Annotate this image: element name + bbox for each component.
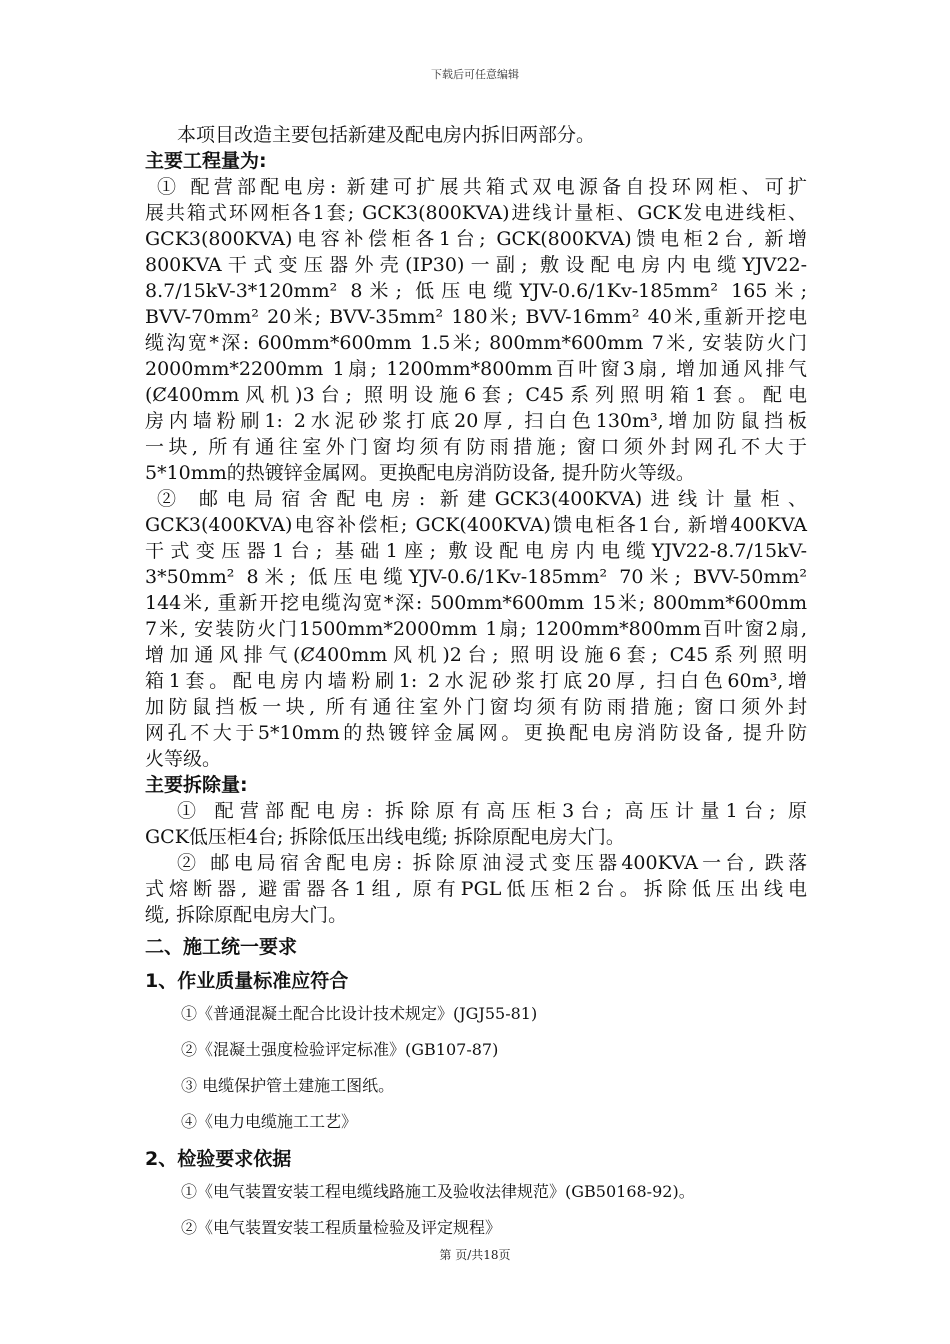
section-heading-construction-requirements: 二、施工统一要求 <box>145 936 298 958</box>
paragraph-line: 8.7/15kV-3*120mm² 8米; 低压电缆YJV-0.6/1Kv-185mm² 165米; <box>145 280 807 302</box>
reference-item: ②《电气装置安装工程质量检验及评定规程》 <box>181 1218 502 1237</box>
heading-demolition: 主要拆除量: <box>145 774 248 796</box>
paragraph-peiying <box>145 174 807 486</box>
paragraph-line: GCK3(800KVA)电容补偿柜各1台; GCK(800KVA)馈电柜2台, 新增 <box>145 228 807 250</box>
paragraph-line: 800KVA干式变压器外壳(IP30)一副; 敷设配电房内电缆YJV22- <box>145 254 807 276</box>
paragraph-line: 箱1套。配电房内墙粉刷1: 2水泥砂浆打底20厚, 扫白色60m³,增 <box>145 670 807 692</box>
demolition-peiying <box>145 798 807 850</box>
paragraph-line: GCK3(400KVA)电容补偿柜; GCK(400KVA)馈电柜各1台, 新增400KVA <box>145 514 807 536</box>
reference-item: ④《电力电缆施工工艺》 <box>181 1112 358 1131</box>
reference-item: ③ 电缆保护管土建施工图纸。 <box>181 1076 395 1095</box>
paragraph-line: ② 邮电局宿舍配电房: 拆除原油浸式变压器400KVA一台, 跌落 <box>177 852 807 874</box>
paragraph-line: 3*50mm² 8米; 低压电缆YJV-0.6/1Kv-185mm² 70米; BVV-50mm² <box>145 566 807 588</box>
paragraph-line: 加防鼠挡板一块, 所有通往室外门窗均须有防雨措施; 窗口须外封 <box>145 696 807 718</box>
paragraph-line: 7米, 安装防火门1500mm*2000mm 1扇; 1200mm*800mm百叶窗2扇, <box>145 618 807 640</box>
paragraph-line: 缆沟宽*深: 600mm*600mm 1.5米; 800mm*600mm 7米, 安装防火门 <box>145 332 807 354</box>
paragraph-line: ② 邮电局宿舍配电房: 新建GCK3(400KVA)进线计量柜、 <box>157 488 807 510</box>
paragraph-line: 干式变压器1台; 基础1座; 敷设配电房内电缆YJV22-8.7/15kV- <box>145 540 807 562</box>
quality-standards-list <box>145 996 807 1140</box>
paragraph-line: BVV-70mm² 20米; BVV-35mm² 180米; BVV-16mm² 40米,重新开挖电 <box>145 306 807 328</box>
paragraph-line: 一块, 所有通往室外门窗均须有防雨措施; 窗口须外封网孔不大于 <box>145 436 807 458</box>
paragraph-line: (Ȼ400mm风机)3台; 照明设施6套; C45系列照明箱1套。配电 <box>145 384 807 406</box>
subheading-inspection-basis: 2、检验要求依据 <box>145 1148 292 1170</box>
paragraph-line: 144米, 重新开挖电缆沟宽*深: 500mm*600mm 15米; 800mm*600mm <box>145 592 807 614</box>
paragraph-line: GCK低压柜4台; 拆除低压出线电缆; 拆除原配电房大门。 <box>145 826 625 848</box>
page-footer: 第 页/共18页 <box>439 1248 511 1262</box>
paragraph-line: 增加通风排气(Ȼ400mm风机)2台; 照明设施6套; C45系列照明 <box>145 644 807 666</box>
paragraph-line: 展共箱式环网柜各1套; GCK3(800KVA)进线计量柜、GCK发电进线柜、 <box>145 202 807 224</box>
reference-item: ①《电气装置安装工程电缆线路施工及验收法律规范》(GB50168-92)。 <box>181 1182 695 1201</box>
inspection-basis-list <box>145 1174 807 1246</box>
paragraph-line: 5*10mm的热镀锌金属网。更换配电房消防设备, 提升防火等级。 <box>145 462 695 484</box>
paragraph-line: ① 配营部配电房: 拆除原有高压柜3台; 高压计量1台; 原 <box>177 800 807 822</box>
paragraph-line: 缆, 拆除原配电房大门。 <box>145 904 348 926</box>
reference-item: ②《混凝土强度检验评定标准》(GB107-87) <box>181 1040 499 1059</box>
paragraph-line: ① 配营部配电房: 新建可扩展共箱式双电源备自投环网柜、可扩 <box>157 176 807 198</box>
heading-main-quantities: 主要工程量为: <box>145 150 267 172</box>
document-body <box>145 122 807 1246</box>
page-header: 下载后可任意编辑 <box>431 68 519 81</box>
paragraph-line: 2000mm*2200mm 1扇; 1200mm*800mm百叶窗3扇, 增加通风排气 <box>145 358 807 380</box>
reference-item: ①《普通混凝土配合比设计技术规定》(JGJ55-81) <box>181 1004 538 1023</box>
paragraph-line: 火等级。 <box>145 748 222 770</box>
paragraph-line: 式熔断器, 避雷器各1组, 原有PGL低压柜2台。拆除低压出线电 <box>145 878 807 900</box>
paragraph-youdian <box>145 486 807 772</box>
demolition-youdian <box>145 850 807 928</box>
paragraph-line: 网孔不大于5*10mm的热镀锌金属网。更换配电房消防设备, 提升防 <box>145 722 807 744</box>
intro-paragraph: 本项目改造主要包括新建及配电房内拆旧两部分。 <box>177 124 596 146</box>
subheading-quality-standards: 1、作业质量标准应符合 <box>145 970 349 992</box>
paragraph-line: 房内墙粉刷1: 2水泥砂浆打底20厚, 扫白色130m³,增加防鼠挡板 <box>145 410 807 432</box>
